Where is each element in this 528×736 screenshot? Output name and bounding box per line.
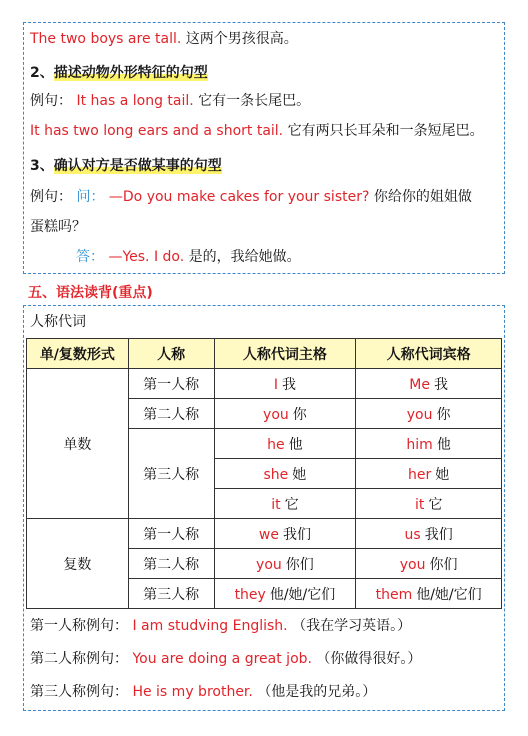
pronoun-table — [26, 338, 502, 609]
english-sentence: —Yes. I do. — [108, 249, 185, 265]
table-row — [27, 369, 502, 399]
object-cell — [356, 369, 502, 399]
subject-zh: 你们 — [285, 556, 314, 573]
subject-cell — [214, 399, 356, 429]
english-sentence: I am studving English. — [132, 618, 288, 634]
chinese-translation: （你做得很好。） — [316, 651, 422, 667]
subject-zh: 他/她/它们 — [269, 586, 336, 603]
chinese-translation: 它有两只长耳朵和一条短尾巴。 — [287, 123, 484, 139]
object-en: him — [406, 436, 433, 453]
english-sentence: The two boys are tall. — [30, 31, 182, 47]
person-cell: 第二人称 — [128, 399, 214, 429]
example-sentence-2 — [30, 649, 421, 669]
person-cell: 第三人称 — [128, 579, 214, 609]
object-zh: 我 — [433, 376, 448, 393]
example-line — [30, 91, 310, 111]
table-row — [27, 519, 502, 549]
object-cell — [356, 519, 502, 549]
sentence-line — [30, 121, 484, 141]
subject-cell — [214, 429, 356, 459]
subject-zh: 我们 — [282, 526, 311, 543]
english-sentence: It has a long tail. — [76, 93, 194, 109]
table-header-row — [27, 339, 502, 369]
object-cell — [356, 399, 502, 429]
table-header: 单/复数形式 — [27, 339, 129, 369]
heading-text: 确认对方是否做某事的句型 — [53, 158, 222, 174]
subject-zh: 它 — [284, 496, 299, 513]
object-zh: 他/她/它们 — [416, 586, 482, 603]
person-cell: 第二人称 — [128, 549, 214, 579]
ask-label: 问： — [76, 189, 105, 205]
object-en: them — [375, 586, 413, 603]
subject-en: it — [271, 496, 281, 513]
example-label: 第二人称例句： — [30, 651, 128, 667]
subject-zh: 你 — [292, 406, 307, 423]
subject-en: you — [256, 556, 282, 573]
number-cell-singular: 单数 — [27, 369, 129, 519]
subject-cell — [214, 489, 356, 519]
example-sentence-3 — [30, 682, 376, 702]
subject-cell — [214, 369, 356, 399]
object-en: us — [404, 526, 421, 543]
object-zh: 她 — [435, 466, 450, 483]
question-line-continued — [30, 217, 86, 237]
person-cell: 第一人称 — [128, 369, 214, 399]
number-cell-plural: 复数 — [27, 519, 129, 609]
object-cell — [356, 549, 502, 579]
object-cell — [356, 459, 502, 489]
chinese-translation: （我在学习英语。） — [292, 618, 412, 634]
subject-en: he — [267, 436, 285, 453]
object-en: her — [408, 466, 432, 483]
chinese-translation: 这两个男孩很高。 — [185, 31, 298, 47]
subject-cell — [214, 459, 356, 489]
subject-en: she — [263, 466, 289, 483]
object-cell — [356, 489, 502, 519]
heading-number: 3、 — [30, 158, 54, 174]
english-sentence: He is my brother. — [132, 684, 253, 700]
subject-zh: 她 — [292, 466, 307, 483]
object-zh: 他 — [436, 436, 451, 453]
example-label: 第三人称例句： — [30, 684, 128, 700]
person-cell: 第三人称 — [128, 429, 214, 519]
chinese-translation: 你给你的姐姐做 — [373, 189, 472, 205]
chinese-translation: （他是我的兄弟。） — [257, 684, 377, 700]
table-header: 人称 — [128, 339, 214, 369]
sentence-line — [30, 29, 298, 49]
heading-number: 2、 — [30, 65, 54, 81]
subject-cell — [214, 549, 356, 579]
english-sentence: It has two long ears and a short tail. — [30, 123, 284, 139]
object-cell — [356, 429, 502, 459]
example-sentence-1 — [30, 616, 411, 636]
subject-zh: 他 — [288, 436, 303, 453]
subject-cell — [214, 579, 356, 609]
subject-zh: 我 — [281, 376, 296, 393]
answer-label: 答： — [76, 249, 104, 265]
subject-cell — [214, 519, 356, 549]
object-en: you — [406, 406, 433, 423]
question-line — [30, 187, 472, 207]
grammar-notes-box — [23, 22, 505, 274]
chinese-translation: 是的，我给她做。 — [188, 249, 301, 265]
table-header: 人称代词主格 — [214, 339, 356, 369]
object-zh: 它 — [428, 496, 443, 513]
english-sentence: You are doing a great job. — [132, 651, 312, 667]
heading-3 — [30, 156, 222, 176]
object-en: you — [399, 556, 426, 573]
object-zh: 你们 — [429, 556, 458, 573]
subject-en: I — [273, 376, 278, 393]
heading-2 — [30, 63, 208, 83]
section-title: 五、语法读背(重点) — [28, 285, 153, 301]
person-cell: 第一人称 — [128, 519, 214, 549]
box-subtitle: 人称代词 — [30, 314, 86, 330]
english-sentence: —Do you make cakes for your sister? — [108, 189, 370, 205]
table-header: 人称代词宾格 — [356, 339, 502, 369]
pronoun-box — [23, 305, 505, 711]
answer-line — [76, 247, 301, 267]
chinese-translation: 它有一条长尾巴。 — [198, 93, 311, 109]
object-en: Me — [409, 376, 430, 393]
heading-text: 描述动物外形特征的句型 — [53, 65, 208, 81]
chinese-translation: 蛋糕吗？ — [30, 219, 86, 235]
subject-en: they — [234, 586, 266, 603]
object-en: it — [414, 496, 425, 513]
subject-en: you — [263, 406, 289, 423]
example-label: 例句： — [30, 189, 72, 205]
example-label: 第一人称例句： — [30, 618, 128, 634]
object-zh: 我们 — [424, 526, 453, 543]
object-cell — [356, 579, 502, 609]
example-label: 例句： — [30, 93, 72, 109]
object-zh: 你 — [436, 406, 451, 423]
subject-en: we — [258, 526, 279, 543]
